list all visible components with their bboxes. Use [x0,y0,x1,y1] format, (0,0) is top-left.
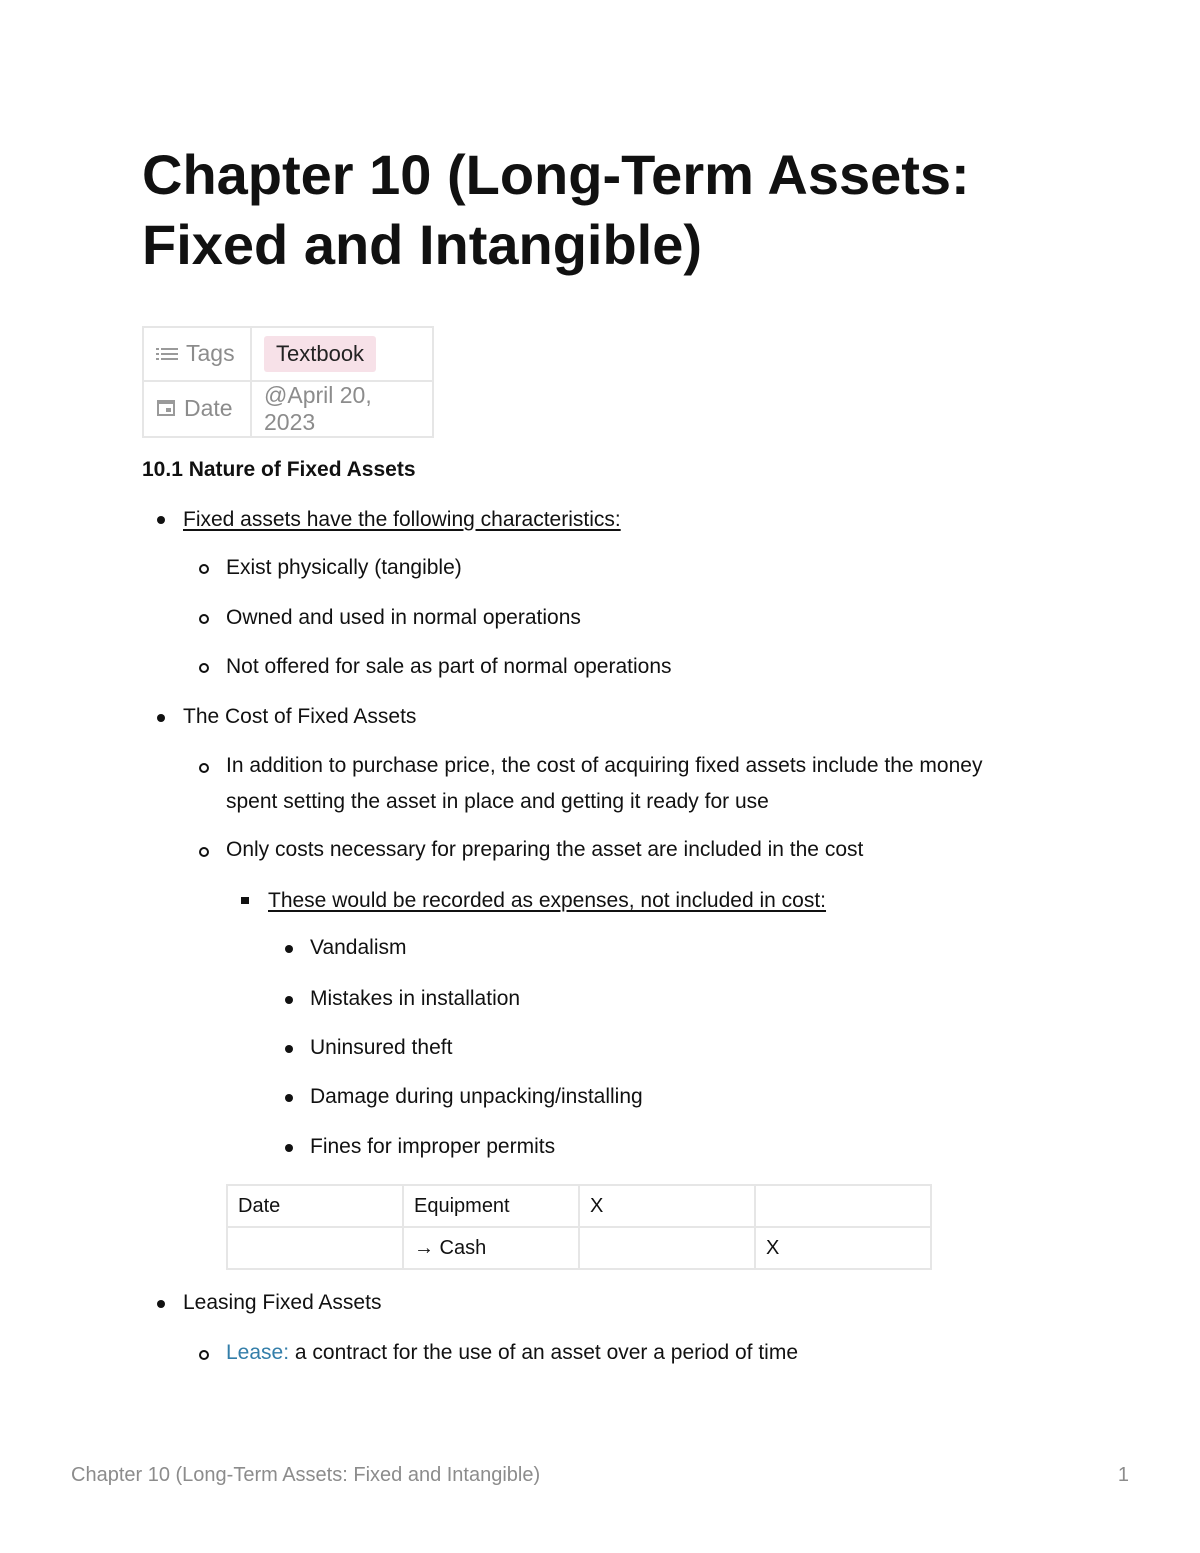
table-cell: → Cash [403,1227,579,1269]
bullet-circle [199,1350,209,1360]
table-cell [227,1227,403,1269]
bullet-circle [199,614,209,624]
lease-definition-item [226,1335,798,1371]
table-row [227,1227,931,1269]
bullet-disc [157,714,165,722]
list-item: Uninsured theft [310,1036,453,1059]
table-cell [755,1185,931,1227]
bullet-disc [285,996,293,1004]
bullet-disc [285,1045,293,1053]
list-item: Owned and used in normal operations [226,606,581,629]
calendar-icon [156,396,176,423]
bullet-square [241,897,249,904]
properties-table [142,326,434,438]
list-item: Vandalism [310,936,407,959]
journal-entry-table [226,1184,932,1270]
list-item: Exist physically (tangible) [226,556,462,579]
property-row-date [143,381,433,437]
list-item: Fines for improper permits [310,1135,556,1158]
page-number: 1 [1117,1464,1129,1486]
property-row-tags [143,327,433,381]
list-icon [156,341,178,368]
cost-heading: The Cost of Fixed Assets [183,705,417,728]
section-heading: 10.1 Nature of Fixed Assets [142,458,416,481]
date-value[interactable]: @April 20, 2023 [264,382,372,435]
table-cell [579,1227,755,1269]
property-key-date [143,381,251,437]
expenses-heading: These would be recorded as expenses, not included in cost: [268,889,827,912]
table-cell: Equipment [403,1185,579,1227]
table-cell: X [755,1227,931,1269]
table-cell: X [579,1185,755,1227]
list-item: Damage during unpacking/installing [310,1085,643,1108]
tags-label: Tags [186,339,235,366]
bullet-circle [199,564,209,574]
list-item: Mistakes in installation [310,987,521,1010]
property-key-tags [143,327,251,381]
list-item: Not offered for sale as part of normal operations [226,655,672,678]
bullet-circle [199,763,209,773]
bullet-circle [199,847,209,857]
list-item: In addition to purchase price, the cost of acquiring fixed assets include the money spent setting the asset in place and getting it ready for use [226,754,983,813]
bullet-disc [285,1094,293,1102]
property-value-date[interactable] [251,381,433,437]
lease-term: Lease: [226,1341,290,1364]
footer-title: Chapter 10 (Long-Term Assets: Fixed and Intangible) [71,1464,541,1486]
tag-textbook[interactable]: Textbook [264,336,376,372]
date-label: Date [184,394,233,421]
characteristics-heading: Fixed assets have the following characteristics: [183,508,621,531]
list-item: Only costs necessary for preparing the asset are included in the cost [226,838,864,861]
table-row [227,1185,931,1227]
bullet-disc [157,516,165,524]
page-title: Chapter 10 (Long-Term Assets: Fixed and Intangible) [142,143,970,276]
leasing-heading: Leasing Fixed Assets [183,1291,382,1314]
bullet-circle [199,663,209,673]
bullet-disc [285,945,293,953]
bullet-disc [285,1144,293,1152]
lease-definition: a contract for the use of an asset over a period of time [289,1341,799,1364]
bullet-disc [157,1300,165,1308]
table-cell: Date [227,1185,403,1227]
property-value-tags[interactable] [251,327,433,381]
